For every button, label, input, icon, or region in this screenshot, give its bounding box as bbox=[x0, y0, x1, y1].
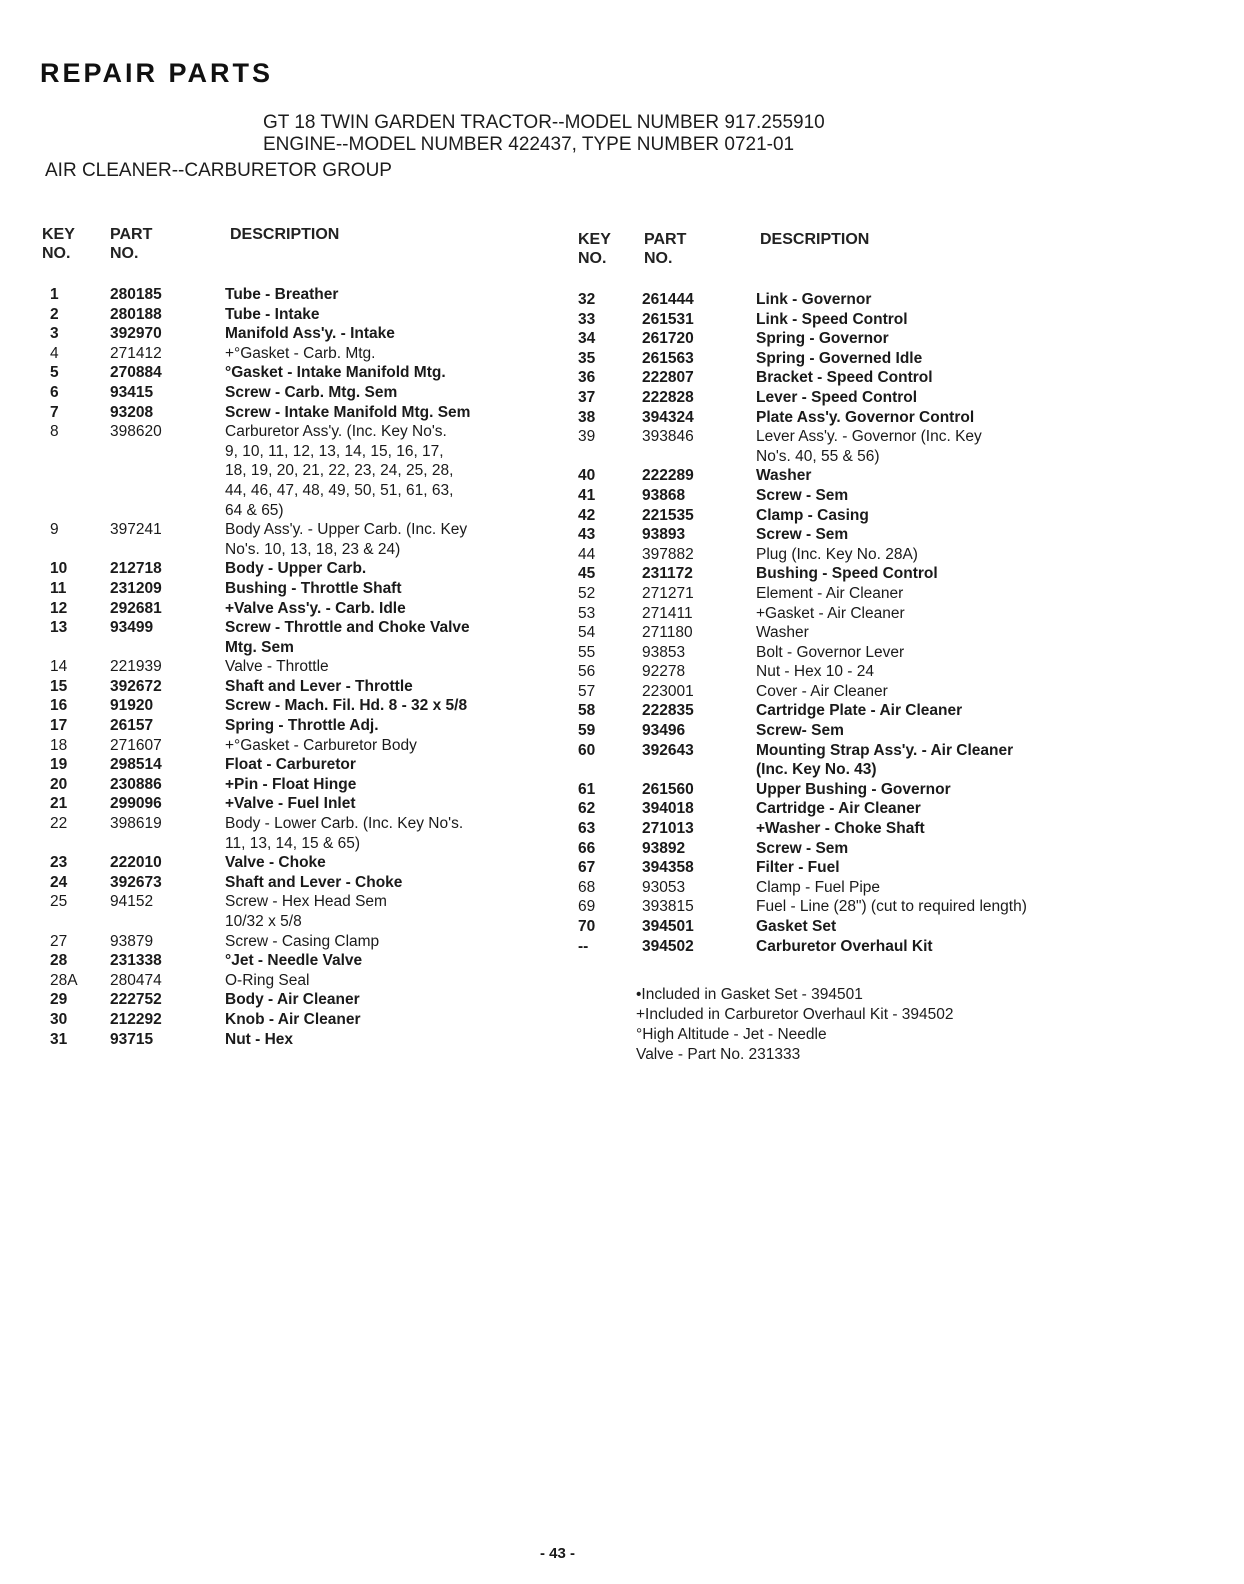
table-row bbox=[578, 525, 1178, 545]
part-description: +Valve Ass'y. - Carb. Idle bbox=[225, 599, 406, 617]
part-no: 222835 bbox=[642, 702, 694, 720]
part-no: 92278 bbox=[642, 663, 686, 681]
table-row bbox=[42, 324, 602, 344]
table-row bbox=[578, 721, 1178, 741]
part-no: 271412 bbox=[110, 344, 162, 362]
part-description: Clamp - Casing bbox=[756, 506, 869, 524]
part-description: Bushing - Throttle Shaft bbox=[225, 579, 402, 597]
part-description: +Pin - Float Hinge bbox=[225, 775, 357, 793]
part-description: Valve - Choke bbox=[225, 854, 326, 872]
part-description: +Valve - Fuel Inlet bbox=[225, 795, 356, 813]
table-row bbox=[42, 736, 602, 756]
part-description: Screw - Carb. Mtg. Sem bbox=[225, 383, 398, 401]
part-no: 280474 bbox=[110, 971, 162, 989]
part-no: 222828 bbox=[642, 388, 694, 406]
part-description: +°Gasket - Carburetor Body bbox=[225, 736, 417, 754]
key-no: 1 bbox=[50, 286, 59, 303]
table-row bbox=[578, 388, 1178, 408]
part-no: 26157 bbox=[110, 717, 154, 735]
part-description: Body - Upper Carb. bbox=[225, 560, 367, 578]
key-no: 8 bbox=[50, 423, 59, 441]
part-no: 93893 bbox=[642, 526, 686, 544]
key-no: 44 bbox=[578, 545, 596, 563]
description-header: DESCRIPTION bbox=[230, 226, 340, 243]
table-header bbox=[578, 230, 1178, 290]
parts-list-right bbox=[578, 290, 1178, 956]
part-description: Tube - Intake bbox=[225, 305, 320, 323]
group-title: AIR CLEANER--CARBURETOR GROUP bbox=[45, 160, 392, 181]
part-description: Body - Lower Carb. (Inc. Key No's. 11, 13, 14, 15 & 65) bbox=[225, 815, 464, 852]
table-row bbox=[42, 657, 602, 677]
table-row bbox=[42, 853, 602, 873]
key-no: 16 bbox=[50, 697, 68, 715]
key-no: 14 bbox=[50, 658, 68, 676]
part-description: Nut - Hex bbox=[225, 1030, 294, 1048]
table-row bbox=[42, 951, 602, 971]
key-no: 4 bbox=[50, 344, 59, 362]
part-description: Screw - Hex Head Sem 10/32 x 5/8 bbox=[225, 893, 387, 930]
table-row bbox=[42, 579, 602, 599]
table-row bbox=[578, 662, 1178, 682]
key-no: 55 bbox=[578, 643, 596, 661]
part-no: 93499 bbox=[110, 619, 154, 637]
key-no: 58 bbox=[578, 702, 596, 720]
key-no: 56 bbox=[578, 663, 596, 681]
part-no: 93053 bbox=[642, 878, 686, 896]
key-no: 33 bbox=[578, 310, 596, 328]
key-no: 67 bbox=[578, 859, 596, 877]
part-no: 93715 bbox=[110, 1030, 154, 1048]
table-row bbox=[42, 363, 602, 383]
key-no: 40 bbox=[578, 467, 596, 485]
table-row bbox=[578, 349, 1178, 369]
page-title: REPAIR PARTS bbox=[40, 58, 274, 88]
table-row bbox=[42, 383, 602, 403]
part-no: 231338 bbox=[110, 952, 162, 970]
key-no: 38 bbox=[578, 408, 596, 426]
part-no: 261560 bbox=[642, 780, 694, 798]
part-no: 231172 bbox=[642, 565, 693, 583]
part-description: Spring - Throttle Adj. bbox=[225, 717, 379, 735]
part-description: °Jet - Needle Valve bbox=[225, 952, 363, 970]
key-no: 68 bbox=[578, 878, 596, 896]
key-no: 2 bbox=[50, 305, 59, 323]
part-no: 397241 bbox=[110, 521, 162, 539]
table-row bbox=[578, 858, 1178, 878]
part-description: Body - Air Cleaner bbox=[225, 991, 360, 1009]
part-no: 280185 bbox=[110, 286, 162, 303]
part-description: +°Gasket - Carb. Mtg. bbox=[225, 344, 376, 362]
part-description: Shaft and Lever - Choke bbox=[225, 873, 403, 891]
key-no: 15 bbox=[50, 677, 68, 695]
part-description: Filter - Fuel bbox=[756, 859, 840, 877]
part-description: Float - Carburetor bbox=[225, 756, 356, 774]
part-no: 222289 bbox=[642, 467, 694, 485]
part-description: Body Ass'y. - Upper Carb. (Inc. Key No's. 10, 13, 18, 23 & 24) bbox=[225, 521, 468, 558]
part-no: 271271 bbox=[642, 584, 694, 602]
key-no: 57 bbox=[578, 682, 596, 700]
key-no: 63 bbox=[578, 820, 596, 838]
part-description: O-Ring Seal bbox=[225, 971, 310, 989]
part-description: Carburetor Ass'y. (Inc. Key No's. 9, 10, 11, 12, 13, 14, 15, 16, 17, 18, 19, 20, 21, 22, 23, 24, 25, 28, 44, 46, 47, 48, 49, 50, 51, 61, 63, 64 & 65) bbox=[225, 423, 454, 519]
table-row bbox=[578, 427, 1178, 466]
key-no: 35 bbox=[578, 349, 596, 367]
key-no: 21 bbox=[50, 795, 68, 813]
key-no: 66 bbox=[578, 839, 596, 857]
table-row bbox=[578, 623, 1178, 643]
engine-model-line: ENGINE--MODEL NUMBER 422437, TYPE NUMBER 0721-01 bbox=[263, 134, 795, 155]
part-description: Valve - Throttle bbox=[225, 658, 329, 676]
key-no: 25 bbox=[50, 893, 68, 911]
part-description: Link - Governor bbox=[756, 291, 872, 308]
part-description: Shaft and Lever - Throttle bbox=[225, 677, 413, 695]
key-no: 53 bbox=[578, 604, 596, 622]
part-description: Clamp - Fuel Pipe bbox=[756, 878, 881, 896]
key-no: 27 bbox=[50, 932, 68, 950]
part-no: 93879 bbox=[110, 932, 154, 950]
table-row bbox=[42, 755, 602, 775]
part-description: Upper Bushing - Governor bbox=[756, 780, 951, 798]
part-no-header: PART NO. bbox=[644, 231, 687, 267]
key-no: 6 bbox=[50, 383, 59, 401]
key-no: 7 bbox=[50, 403, 59, 421]
part-no: 271607 bbox=[110, 736, 162, 754]
table-row bbox=[42, 305, 602, 325]
overhaul-kit-note: +Included in Carburetor Overhaul Kit - 394502 bbox=[636, 1006, 954, 1023]
table-row bbox=[42, 794, 602, 814]
part-no: 292681 bbox=[110, 599, 162, 617]
table-row bbox=[578, 604, 1178, 624]
part-description: Screw- Sem bbox=[756, 722, 844, 740]
footnotes bbox=[636, 985, 954, 1065]
table-row bbox=[42, 403, 602, 423]
table-row bbox=[578, 466, 1178, 486]
part-description: Fuel - Line (28") (cut to required length) bbox=[756, 898, 1027, 916]
tractor-model-line: GT 18 TWIN GARDEN TRACTOR--MODEL NUMBER 917.255910 bbox=[263, 112, 825, 133]
part-no: 223001 bbox=[642, 682, 694, 700]
key-no: 36 bbox=[578, 369, 596, 387]
gasket-set-note: •Included in Gasket Set - 394501 bbox=[636, 986, 863, 1003]
key-no: 23 bbox=[50, 854, 68, 872]
part-no: 261531 bbox=[642, 310, 694, 328]
table-row bbox=[42, 696, 602, 716]
part-no: 394502 bbox=[642, 937, 694, 955]
part-no: 231209 bbox=[110, 579, 162, 597]
table-row bbox=[42, 775, 602, 795]
part-no: 93415 bbox=[110, 383, 154, 401]
key-no: 45 bbox=[578, 565, 596, 583]
table-row bbox=[578, 564, 1178, 584]
parts-table-left bbox=[42, 225, 602, 1049]
part-description: Bolt - Governor Lever bbox=[756, 643, 905, 661]
part-description: Screw - Sem bbox=[756, 839, 849, 857]
key-no: 28 bbox=[50, 952, 68, 970]
part-description: Manifold Ass'y. - Intake bbox=[225, 325, 395, 343]
table-row bbox=[42, 1010, 602, 1030]
part-description: Gasket Set bbox=[756, 918, 837, 935]
part-no: 270884 bbox=[110, 364, 162, 382]
part-no: 261720 bbox=[642, 330, 694, 348]
table-row bbox=[578, 741, 1178, 780]
part-description: Bushing - Speed Control bbox=[756, 565, 938, 583]
part-description: +Gasket - Air Cleaner bbox=[756, 604, 905, 622]
table-row bbox=[578, 937, 1178, 957]
key-no: 41 bbox=[578, 486, 596, 504]
key-no: 13 bbox=[50, 619, 68, 637]
part-description: +Washer - Choke Shaft bbox=[756, 820, 925, 838]
key-no: 42 bbox=[578, 506, 596, 524]
part-description: Cartridge Plate - Air Cleaner bbox=[756, 702, 963, 720]
table-row bbox=[578, 819, 1178, 839]
key-no: -- bbox=[578, 937, 589, 955]
part-no: 93853 bbox=[642, 643, 686, 661]
part-description: Washer bbox=[756, 624, 809, 642]
part-no: 212718 bbox=[110, 560, 162, 578]
part-no: 212292 bbox=[110, 1010, 162, 1028]
part-description: Plate Ass'y. Governor Control bbox=[756, 408, 975, 426]
part-no: 299096 bbox=[110, 795, 162, 813]
part-no: 222010 bbox=[110, 854, 162, 872]
table-row bbox=[42, 1030, 602, 1050]
table-row bbox=[578, 701, 1178, 721]
part-no: 221939 bbox=[110, 658, 162, 676]
key-no: 60 bbox=[578, 741, 596, 759]
key-no: 30 bbox=[50, 1010, 68, 1028]
part-no: 222807 bbox=[642, 369, 694, 387]
table-row bbox=[42, 618, 602, 657]
part-no: 392672 bbox=[110, 677, 162, 695]
key-no: 31 bbox=[50, 1030, 68, 1048]
key-no: 10 bbox=[50, 560, 68, 578]
table-row bbox=[42, 559, 602, 579]
key-no: 70 bbox=[578, 918, 596, 935]
key-no: 61 bbox=[578, 780, 596, 798]
key-no: 43 bbox=[578, 526, 596, 544]
part-no: 93208 bbox=[110, 403, 154, 421]
table-row bbox=[578, 408, 1178, 428]
key-no: 69 bbox=[578, 898, 596, 916]
part-no: 393846 bbox=[642, 428, 694, 446]
part-no: 392643 bbox=[642, 741, 694, 759]
key-no: 59 bbox=[578, 722, 596, 740]
part-no: 93496 bbox=[642, 722, 686, 740]
table-row bbox=[578, 643, 1178, 663]
part-no: 392970 bbox=[110, 325, 162, 343]
part-description: Screw - Throttle and Choke Valve Mtg. Sem bbox=[225, 619, 470, 656]
table-row bbox=[42, 599, 602, 619]
key-no: 24 bbox=[50, 873, 68, 891]
key-no: 28A bbox=[50, 971, 78, 989]
key-no: 54 bbox=[578, 624, 596, 642]
key-no: 19 bbox=[50, 756, 68, 774]
table-row bbox=[578, 780, 1178, 800]
table-row bbox=[42, 285, 602, 305]
part-description: Lever Ass'y. - Governor (Inc. Key No's. 40, 55 & 56) bbox=[756, 428, 982, 465]
part-no: 261563 bbox=[642, 349, 694, 367]
table-row bbox=[42, 344, 602, 364]
part-description: Mounting Strap Ass'y. - Air Cleaner (Inc. Key No. 43) bbox=[756, 741, 1014, 779]
part-no: 398619 bbox=[110, 815, 162, 833]
part-no: 93892 bbox=[642, 839, 686, 857]
part-description: Element - Air Cleaner bbox=[756, 584, 904, 602]
table-row bbox=[578, 486, 1178, 506]
part-description: Lever - Speed Control bbox=[756, 388, 918, 406]
part-no: 271180 bbox=[642, 624, 693, 642]
table-row bbox=[42, 990, 602, 1010]
table-row bbox=[42, 677, 602, 697]
table-row bbox=[578, 897, 1178, 917]
part-no: 394501 bbox=[642, 918, 694, 935]
key-no: 62 bbox=[578, 800, 596, 818]
key-no: 3 bbox=[50, 325, 59, 343]
part-no: 392673 bbox=[110, 873, 162, 891]
table-row bbox=[42, 520, 602, 559]
part-description: Spring - Governed Idle bbox=[756, 349, 923, 367]
part-description: Bracket - Speed Control bbox=[756, 369, 933, 387]
table-header bbox=[42, 225, 602, 285]
table-row bbox=[578, 917, 1178, 937]
table-row bbox=[42, 716, 602, 736]
table-row bbox=[42, 422, 602, 520]
part-no: 261444 bbox=[642, 291, 694, 308]
key-no: 22 bbox=[50, 815, 68, 833]
part-description: Link - Speed Control bbox=[756, 310, 908, 328]
key-no: 34 bbox=[578, 330, 596, 348]
part-description: Washer bbox=[756, 467, 812, 485]
part-no: 271411 bbox=[642, 604, 693, 622]
part-no: 221535 bbox=[642, 506, 694, 524]
part-description: Carburetor Overhaul Kit bbox=[756, 937, 933, 955]
high-altitude-note: °High Altitude - Jet - Needle Valve - Part No. 231333 bbox=[636, 1026, 827, 1063]
table-row bbox=[42, 932, 602, 952]
table-row bbox=[578, 584, 1178, 604]
table-row bbox=[578, 368, 1178, 388]
table-row bbox=[578, 839, 1178, 859]
key-no: 32 bbox=[578, 291, 596, 308]
table-row bbox=[42, 873, 602, 893]
page-number: - 43 - bbox=[540, 1545, 576, 1562]
part-description: Plug (Inc. Key No. 28A) bbox=[756, 545, 918, 563]
part-no: 393815 bbox=[642, 898, 694, 916]
part-no: 397882 bbox=[642, 545, 694, 563]
part-description: Screw - Intake Manifold Mtg. Sem bbox=[225, 403, 471, 421]
part-no: 222752 bbox=[110, 991, 162, 1009]
key-no: 52 bbox=[578, 584, 596, 602]
part-no: 94152 bbox=[110, 893, 154, 911]
parts-table-right bbox=[578, 230, 1178, 956]
part-no: 394018 bbox=[642, 800, 694, 818]
part-no: 298514 bbox=[110, 756, 162, 774]
part-no: 91920 bbox=[110, 697, 154, 715]
key-no: 37 bbox=[578, 388, 596, 406]
description-header: DESCRIPTION bbox=[760, 231, 870, 248]
part-no: 230886 bbox=[110, 775, 162, 793]
key-no: 9 bbox=[50, 521, 59, 539]
part-description: Knob - Air Cleaner bbox=[225, 1010, 361, 1028]
part-description: Screw - Mach. Fil. Hd. 8 - 32 x 5/8 bbox=[225, 697, 468, 715]
key-no: 5 bbox=[50, 364, 59, 382]
table-row bbox=[578, 682, 1178, 702]
table-row bbox=[578, 506, 1178, 526]
key-no: 11 bbox=[50, 579, 67, 597]
key-no-header: KEY NO. bbox=[42, 226, 75, 262]
key-no: 20 bbox=[50, 775, 68, 793]
table-row bbox=[578, 329, 1178, 349]
part-no: 280188 bbox=[110, 305, 162, 323]
part-no-header: PART NO. bbox=[110, 226, 153, 262]
key-no: 29 bbox=[50, 991, 68, 1009]
parts-list-left bbox=[42, 285, 602, 1049]
part-description: Spring - Governor bbox=[756, 330, 889, 348]
part-no: 398620 bbox=[110, 423, 162, 441]
table-row bbox=[578, 878, 1178, 898]
part-description: Cartridge - Air Cleaner bbox=[756, 800, 921, 818]
table-row bbox=[42, 892, 602, 931]
table-row bbox=[578, 545, 1178, 565]
key-no: 12 bbox=[50, 599, 68, 617]
key-no: 17 bbox=[50, 717, 68, 735]
part-no: 394358 bbox=[642, 859, 694, 877]
part-description: Screw - Sem bbox=[756, 526, 849, 544]
part-description: Screw - Sem bbox=[756, 486, 849, 504]
part-description: Screw - Casing Clamp bbox=[225, 932, 380, 950]
part-description: Cover - Air Cleaner bbox=[756, 682, 888, 700]
table-row bbox=[578, 799, 1178, 819]
key-no-header: KEY NO. bbox=[578, 231, 611, 267]
key-no: 39 bbox=[578, 428, 596, 446]
part-description: °Gasket - Intake Manifold Mtg. bbox=[225, 364, 446, 382]
key-no: 18 bbox=[50, 736, 68, 754]
part-no: 93868 bbox=[642, 486, 686, 504]
part-no: 394324 bbox=[642, 408, 694, 426]
table-row bbox=[578, 290, 1178, 310]
table-row bbox=[42, 971, 602, 991]
table-row bbox=[42, 814, 602, 853]
part-description: Tube - Breather bbox=[225, 286, 339, 303]
part-no: 271013 bbox=[642, 820, 694, 838]
part-description: Nut - Hex 10 - 24 bbox=[756, 663, 875, 681]
table-row bbox=[578, 310, 1178, 330]
